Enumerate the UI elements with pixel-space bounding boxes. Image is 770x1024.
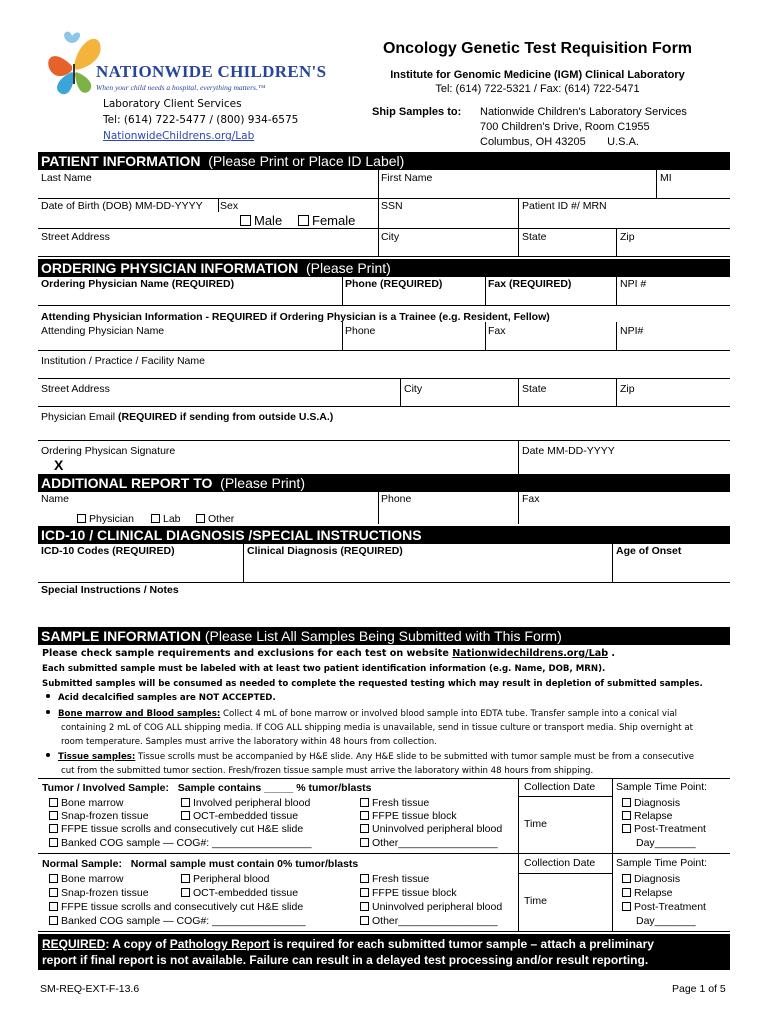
normal-time-point-label: Sample Time Point: [616,857,708,869]
clinical-diagnosis-field[interactable]: Clinical Diagnosis (REQUIRED) [247,545,403,557]
institution-field[interactable]: Institution / Practice / Facility Name [41,355,205,367]
bullet-tissue-samples-cont: cut from the submitted tumor section. Fresh/frozen tissue sample must arrive the laboratory within 48 hours from shipping. [61,766,594,776]
ordering-physician-phone-field[interactable]: Phone (REQUIRED) [345,278,443,290]
female-checkbox[interactable] [298,215,309,226]
tumor-relapse-option[interactable]: Relapse [622,810,673,822]
additional-report-fax-field[interactable]: Fax [522,493,540,505]
tumor-other-option[interactable]: Other_________________ [360,837,498,849]
last-name-field[interactable]: Last Name [41,172,92,184]
physician-street-field[interactable]: Street Address [41,383,110,395]
bullet-tissue-samples: Tissue samples: Tissue scrolls must be accompanied by H&E slide. Any H&E slide to be submitted with tumor sample must be from a consecutive [46,752,694,762]
tumor-sample-title: Tumor / Involved Sample: Sample contains _____ % tumor/blasts [42,782,372,794]
tumor-fresh-tissue-option[interactable]: Fresh tissue [360,797,429,809]
normal-uninvolved-blood-option[interactable]: Uninvolved peripheral blood [360,901,502,913]
normal-post-treatment-option[interactable]: Post-Treatment [622,901,706,913]
physician-zip-field[interactable]: Zip [620,383,635,395]
dob-field[interactable]: Date of Birth (DOB) MM-DD-YYYY [41,200,203,212]
sex-male-option[interactable]: Male [240,213,282,228]
tumor-collection-date-field[interactable]: Collection Date [524,781,596,793]
sample-label-note: Each submitted sample must be labeled with at least two patient identification information (e.g. Name, DOB, MRN). [42,664,606,674]
attending-physician-npi-field[interactable]: NPI# [620,325,644,337]
sample-requirements-note: Please check sample requirements and exclusions for each test on website Nationwidechildrens.org/Lab . [42,648,616,659]
form-code: SM-REQ-EXT-F-13.6 [40,983,140,995]
tumor-time-field[interactable]: Time [524,818,547,830]
form-title: Oncology Genetic Test Requisition Form [382,40,693,57]
additional-report-name-field[interactable]: Name [41,493,70,505]
tumor-uninvolved-blood-option[interactable]: Uninvolved peripheral blood [360,823,502,835]
sample-information-header: SAMPLE INFORMATION (Please List All Samples Being Submitted with This Form) [38,627,730,645]
normal-banked-cog-option[interactable]: Banked COG sample — COG#: ________________ [49,915,306,927]
normal-other-option[interactable]: Other_________________ [360,915,498,927]
normal-peripheral-blood-option[interactable]: Peripheral blood [181,873,269,885]
butterfly-icon [44,28,104,98]
tumor-involved-blood-option[interactable]: Involved peripheral blood [181,797,310,809]
other-checkbox[interactable] [196,514,205,523]
attending-physician-phone-field[interactable]: Phone [345,325,376,337]
ship-samples-label: Ship Samples to: [372,106,462,118]
ship-address-line: Nationwide Children's Laboratory Services [480,106,687,118]
sample-requirements-link[interactable]: Nationwidechildrens.org/Lab [452,648,609,659]
bullet-acid-decalcified: Acid decalcified samples are NOT ACCEPTED. [46,693,276,703]
lab-services-link[interactable]: NationwideChildrens.org/Lab [103,130,255,142]
tumor-time-point-label: Sample Time Point: [616,781,708,793]
additional-report-phone-field[interactable]: Phone [381,493,412,505]
patient-information-header: PATIENT INFORMATION (Please Print or Place ID Label) [38,152,730,170]
tumor-snap-frozen-option[interactable]: Snap-frozen tissue [49,810,149,822]
normal-time-field[interactable]: Time [524,895,547,907]
tumor-post-treatment-option[interactable]: Post-Treatment [622,823,706,835]
icd10-codes-field[interactable]: ICD-10 Codes (REQUIRED) [41,545,175,557]
age-of-onset-field[interactable]: Age of Onset [616,545,682,557]
patient-street-field[interactable]: Street Address [41,231,110,243]
patient-zip-field[interactable]: Zip [620,231,635,243]
physician-email-field[interactable]: Physician Email (REQUIRED if sending from outside U.S.A.) [41,411,334,423]
patient-state-field[interactable]: State [522,231,547,243]
normal-relapse-option[interactable]: Relapse [622,887,673,899]
sample-consumed-note: Submitted samples will be consumed as needed to complete the requested testing which may result in depletion of submitted samples. [42,679,703,689]
ordering-physician-npi-field[interactable]: NPI # [620,278,647,290]
ordering-physician-header: ORDERING PHYSICIAN INFORMATION (Please Print) [38,259,730,277]
pathology-report-required-notice: REQUIRED: A copy of Pathology Report is required for each submitted tumor sample – attach a preliminary report if final report is not available. Failure can result in a delayed test processing and/or result reporting. [38,934,730,970]
physician-checkbox[interactable] [77,514,86,523]
sex-female-option[interactable]: Female [298,213,355,228]
additional-report-header: ADDITIONAL REPORT TO (Please Print) [38,474,730,492]
ship-address-line: Columbus, OH 43205 U.S.A. [480,136,639,148]
normal-fresh-tissue-option[interactable]: Fresh tissue [360,873,429,885]
normal-ffpe-block-option[interactable]: FFPE tissue block [360,887,457,899]
tumor-ffpe-scrolls-option[interactable]: FFPE tissue scrolls and consecutively cut H&E slide [49,823,303,835]
attending-physician-note: Attending Physician Information - REQUIRED if Ordering Physician is a Trainee (e.g. Resident, Fellow) [41,311,550,323]
tumor-oct-option[interactable]: OCT-embedded tissue [181,810,298,822]
normal-snap-frozen-option[interactable]: Snap-frozen tissue [49,887,149,899]
normal-bone-marrow-option[interactable]: Bone marrow [49,873,123,885]
lab-services-phone: Tel: (614) 722-5477 / (800) 934-6575 [103,114,299,126]
report-to-other-option[interactable]: Other [196,513,234,525]
physician-state-field[interactable]: State [522,383,547,395]
tumor-day-field[interactable]: Day_______ [636,837,696,849]
signature-date-field[interactable]: Date MM-DD-YYYY [522,445,615,457]
report-to-physician-option[interactable]: Physician [77,513,134,525]
signature-x-mark: X [54,457,64,473]
patient-city-field[interactable]: City [381,231,400,243]
normal-sample-title: Normal Sample: Normal sample must contain 0% tumor/blasts [42,858,359,870]
logo-tagline: When your child needs a hospital, everything matters.™ [96,83,266,92]
ordering-physician-name-field[interactable]: Ordering Physician Name (REQUIRED) [41,278,235,290]
page-number: Page 1 of 5 [672,983,726,995]
icd10-header: ICD-10 / CLINICAL DIAGNOSIS /SPECIAL INSTRUCTIONS [38,526,730,544]
attending-physician-fax-field[interactable]: Fax [488,325,506,337]
lab-checkbox[interactable] [151,514,160,523]
normal-oct-option[interactable]: OCT-embedded tissue [181,887,298,899]
attending-physician-name-field[interactable]: Attending Physician Name [41,325,165,337]
ssn-field[interactable]: SSN [381,200,403,212]
first-name-field[interactable]: First Name [381,172,433,184]
ship-address-line: 700 Children's Drive, Room C1955 [480,121,650,133]
bullet-bone-marrow-cont: room temperature. Samples must arrive the laboratory within 48 hours from collection. [61,737,437,747]
institute-contact: Tel: (614) 722-5321 / Fax: (614) 722-5471 [435,83,640,95]
institute-name: Institute for Genomic Medicine (IGM) Clinical Laboratory [390,69,685,81]
bullet-bone-marrow-cont: containing 2 mL of COG ALL shipping media. If COG ALL shipping media is unavailable, send in tissue culture or transport media. Ship overnight at [61,723,693,733]
lab-services-title: Laboratory Client Services [103,98,242,110]
normal-collection-date-field[interactable]: Collection Date [524,857,596,869]
bullet-bone-marrow: Bone marrow and Blood samples: Collect 4 mL of bone marrow or involved blood sample into EDTA tube. Transfer sample into a conical vial [46,709,677,719]
physician-city-field[interactable]: City [404,383,423,395]
sex-label: Sex [220,200,239,212]
ordering-physician-fax-field[interactable]: Fax (REQUIRED) [488,278,572,290]
patient-id-field[interactable]: Patient ID #/ MRN [522,200,607,212]
normal-day-field[interactable]: Day_______ [636,915,696,927]
physician-signature-field[interactable]: Ordering Physican Signature [41,445,176,457]
normal-ffpe-scrolls-option[interactable]: FFPE tissue scrolls and consecutively cut H&E slide [49,901,303,913]
mi-field[interactable]: MI [660,172,672,184]
tumor-diagnosis-option[interactable]: Diagnosis [622,797,680,809]
normal-diagnosis-option[interactable]: Diagnosis [622,873,680,885]
male-checkbox[interactable] [240,215,251,226]
tumor-banked-cog-option[interactable]: Banked COG sample — COG#: _________________ [49,837,311,849]
tumor-bone-marrow-option[interactable]: Bone marrow [49,797,123,809]
report-to-lab-option[interactable]: Lab [151,513,181,525]
special-instructions-field[interactable]: Special Instructions / Notes [41,584,179,596]
tumor-ffpe-block-option[interactable]: FFPE tissue block [360,810,457,822]
logo-wordmark: NATIONWIDE CHILDREN'S [96,62,327,81]
